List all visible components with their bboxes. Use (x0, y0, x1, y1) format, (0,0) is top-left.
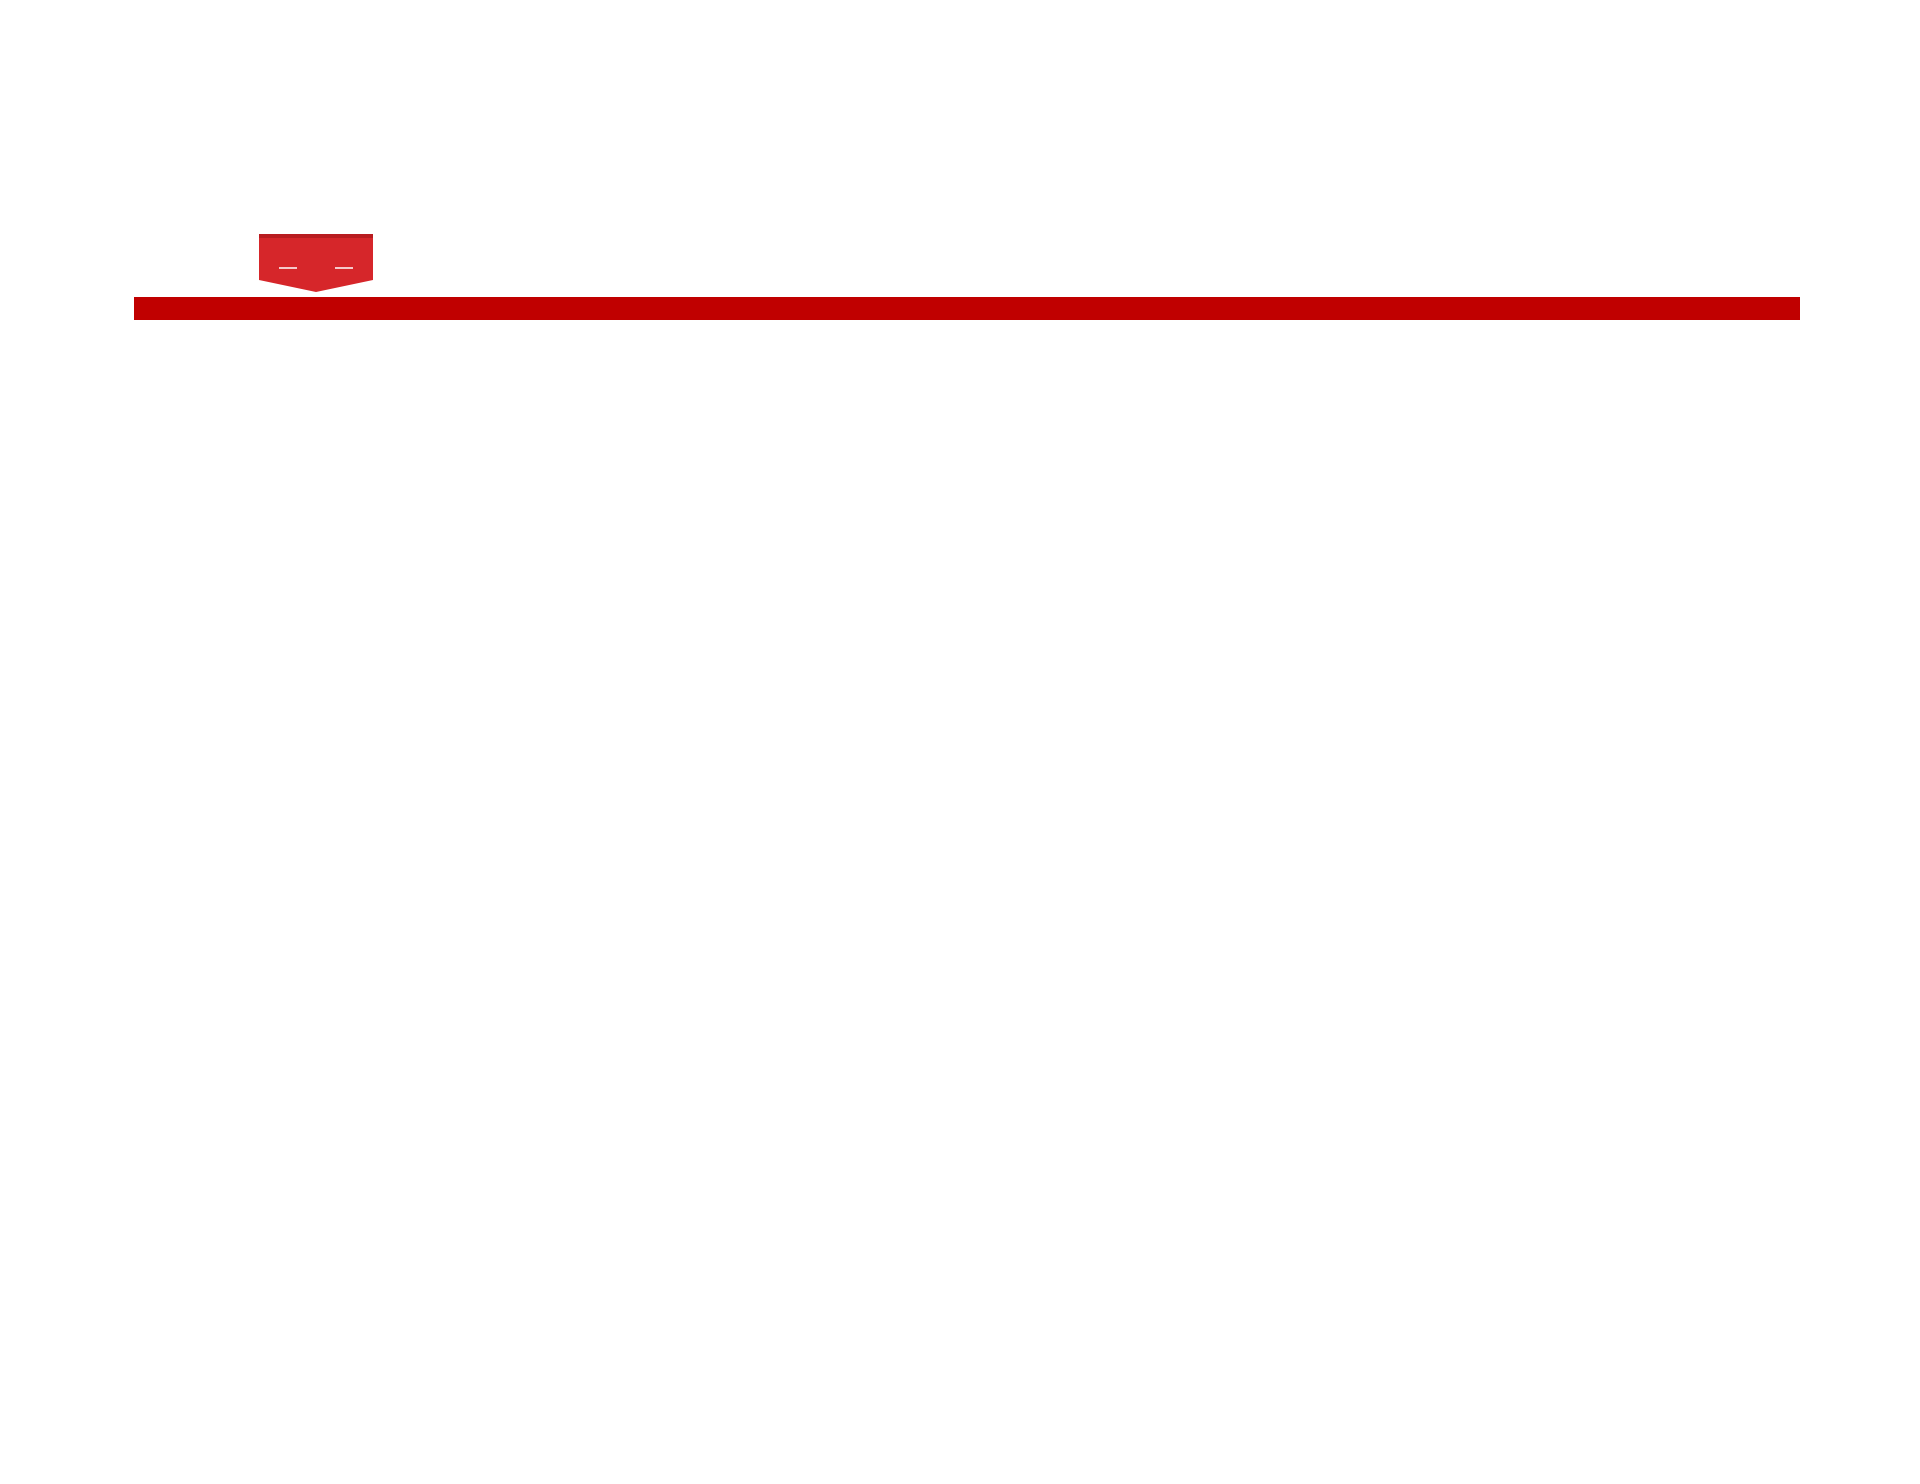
top-item-row (0, 179, 1920, 203)
header-band (134, 297, 1800, 320)
rotated-column-headers (0, 230, 1920, 298)
